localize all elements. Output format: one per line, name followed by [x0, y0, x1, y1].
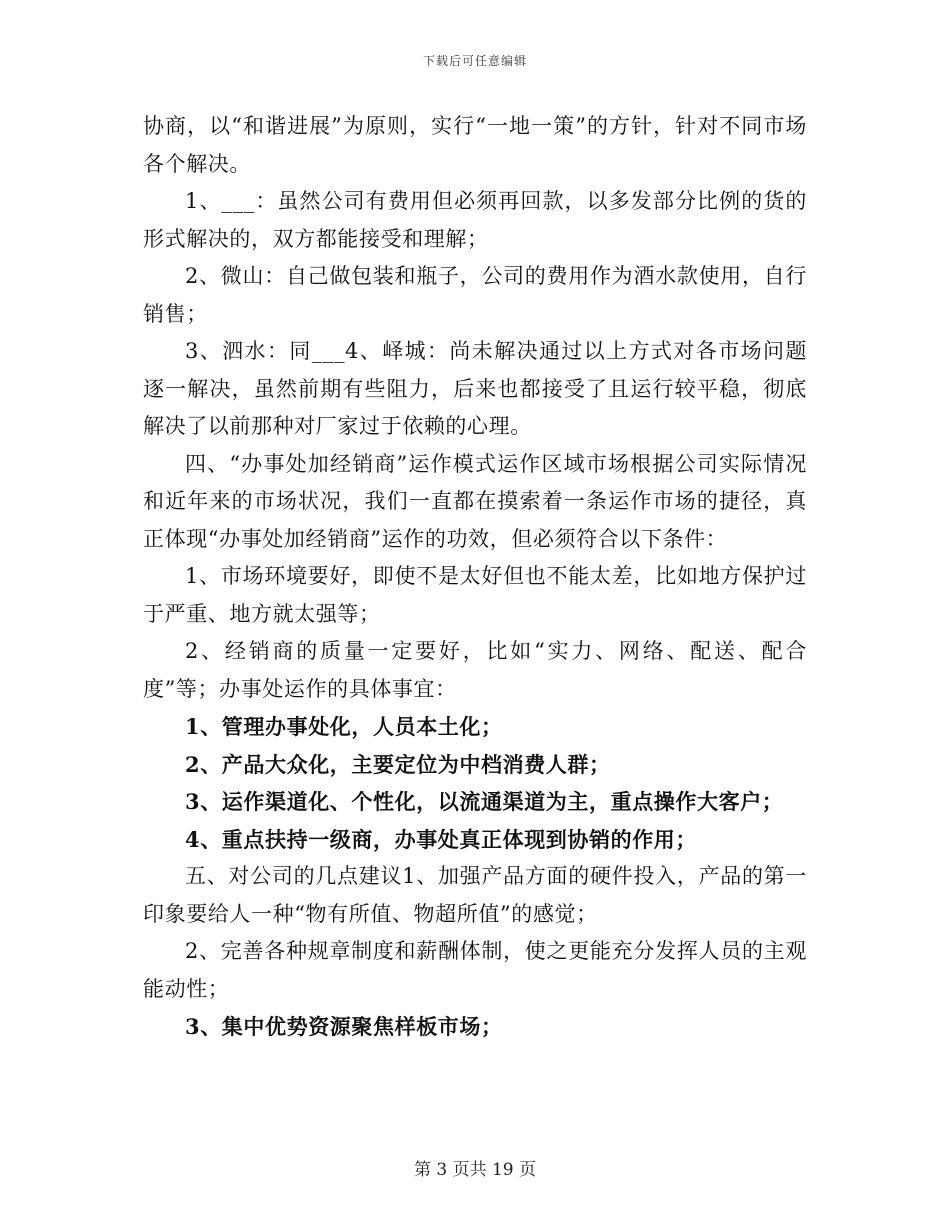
paragraph-4: 3、泗水：同___4、峄城：尚未解决通过以上方式对各市场问题逐一解决，虽然前期有些阻力，后来也都接受了且运行较平稳，彻底解决了以前那种对厂家过于依赖的心理。	[143, 339, 807, 438]
bold-item-2: 2、产品大众化，主要定位为中档消费人群；	[185, 751, 611, 777]
paragraph-2: 1、___：虽然公司有费用但必须再回款，以多发部分比例的货的形式解决的，双方都能接受和理解；	[143, 189, 807, 251]
bold-item-3: 3、运作渠道化、个性化，以流通渠道为主，重点操作大客户；	[185, 789, 784, 814]
paragraph-6: 1、市场环境要好，即使不是太好但也不能太差，比如地方保护过于严重、地方就太强等；	[143, 564, 807, 626]
paragraph-12: 五、对公司的几点建议1、加强产品方面的硬件投入，产品的第一印象要给人一种“物有所值、物超所值”的感觉；	[143, 864, 807, 926]
page-footer: 第 3 页共 19 页	[413, 1160, 537, 1180]
paragraph-7: 2、经销商的质量一定要好，比如“实力、网络、配送、配合度”等；办事处运作的具体事宜：	[143, 639, 807, 701]
page-header: 下载后可任意编辑	[422, 54, 527, 68]
paragraph-13: 2、完善各种规章制度和薪酬体制，使之更能充分发挥人员的主观能动性；	[143, 939, 807, 1001]
bold-item-1: 1、管理办事处化，人员本土化；	[185, 714, 503, 739]
paragraph-5: 四、“办事处加经销商”运作模式运作区域市场根据公司实际情况和近年来的市场状况，我们一直都在摸索着一条运作市场的捷径，真正体现“办事处加经销商”运作的功效，但必须符合以下条件：	[143, 451, 807, 551]
paragraph-3: 2、微山：自己做包装和瓶子，公司的费用作为酒水款使用，自行销售；	[143, 264, 807, 326]
bold-item-4: 4、重点扶持一级商，办事处真正体现到协销的作用；	[185, 826, 698, 852]
bold-item-5: 3、集中优势资源聚焦样板市场；	[185, 1014, 503, 1039]
paragraph-1: 协商，以“和谐进展”为原则，实行“一地一策”的方针，针对不同市场各个解决。	[143, 114, 807, 176]
document-body	[143, 108, 807, 1046]
